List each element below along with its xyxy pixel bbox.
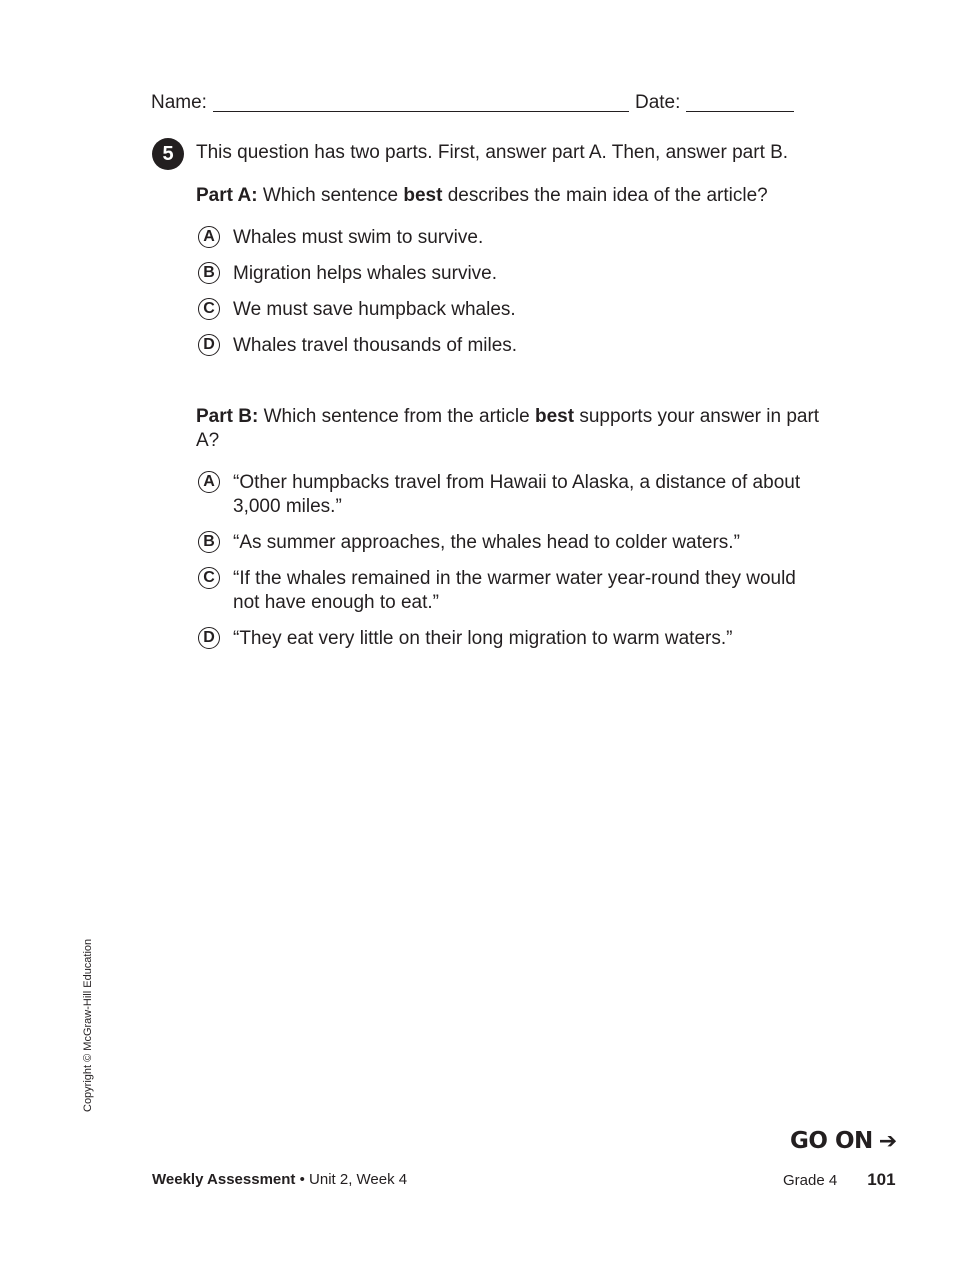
part-b-prompt-after: supports your answer in part A? xyxy=(196,406,820,451)
go-on-label: GO ON xyxy=(790,1128,873,1154)
part-b-choice-c[interactable] xyxy=(198,567,808,615)
answer-bubble-a[interactable]: A xyxy=(198,226,220,248)
answer-bubble-d[interactable]: D xyxy=(198,627,220,649)
part-a-choice-b[interactable] xyxy=(198,262,808,298)
go-on-prompt xyxy=(790,1128,897,1154)
choice-text: “Other humpbacks travel from Hawaii to Alaska, a distance of about 3,000 miles.” xyxy=(233,472,801,517)
assessment-title: Weekly Assessment xyxy=(152,1171,296,1188)
choice-text: Whales must swim to survive. xyxy=(233,227,484,248)
choice-text: Whales travel thousands of miles. xyxy=(233,335,518,356)
answer-bubble-a[interactable]: A xyxy=(198,471,220,493)
grade-label: Grade 4 xyxy=(783,1172,838,1189)
answer-bubble-c[interactable]: C xyxy=(198,567,220,589)
answer-bubble-c[interactable]: C xyxy=(198,298,220,320)
date-label: Date: xyxy=(634,92,681,113)
part-a-label: Part A: xyxy=(196,185,258,206)
choice-text: “If the whales remained in the warmer water year-round they would not have enough to eat.” xyxy=(233,568,796,613)
page-number: 101 xyxy=(867,1170,896,1189)
footer-separator: • xyxy=(295,1171,310,1188)
part-a-prompt-bold: best xyxy=(403,185,443,206)
name-field[interactable] xyxy=(213,93,629,112)
part-a-choices xyxy=(198,226,808,370)
part-a-prompt-after: describes the main idea of the article? xyxy=(442,185,768,206)
part-b-choice-d[interactable] xyxy=(198,627,808,651)
part-a-choice-d[interactable] xyxy=(198,334,808,370)
part-a-prompt-before: Which sentence xyxy=(257,185,404,206)
unit-week: Unit 2, Week 4 xyxy=(309,1171,408,1188)
choice-text: We must save humpback whales. xyxy=(233,299,516,320)
arrow-right-icon: ➔ xyxy=(878,1128,897,1154)
name-label: Name: xyxy=(151,92,207,113)
choice-text: “As summer approaches, the whales head to colder waters.” xyxy=(233,532,740,553)
part-b-choices xyxy=(198,471,808,663)
part-b-prompt-bold: best xyxy=(534,406,575,427)
answer-bubble-b[interactable]: B xyxy=(198,262,220,284)
choice-text: “They eat very little on their long migration to warm waters.” xyxy=(233,628,733,649)
part-a-prompt xyxy=(196,184,821,208)
name-date-header xyxy=(151,88,811,114)
part-b-choice-b[interactable] xyxy=(198,531,808,555)
answer-bubble-b[interactable]: B xyxy=(198,531,220,553)
assessment-footer xyxy=(152,1171,407,1188)
copyright-notice: Copyright © McGraw-Hill Education xyxy=(82,938,94,1112)
part-b-choice-a[interactable] xyxy=(198,471,808,519)
part-a-choice-c[interactable] xyxy=(198,298,808,334)
question-number-badge: 5 xyxy=(152,138,184,170)
part-a-choice-a[interactable] xyxy=(198,226,808,262)
grade-page-footer xyxy=(783,1170,896,1190)
part-b-prompt-before: Which sentence from the article xyxy=(258,406,535,427)
answer-bubble-d[interactable]: D xyxy=(198,334,220,356)
choice-text: Migration helps whales survive. xyxy=(233,263,498,284)
question-intro: This question has two parts. First, answer part A. Then, answer part B. xyxy=(196,142,789,163)
part-b-label: Part B: xyxy=(196,406,259,427)
part-b-prompt xyxy=(196,405,821,453)
date-field[interactable] xyxy=(686,93,794,112)
